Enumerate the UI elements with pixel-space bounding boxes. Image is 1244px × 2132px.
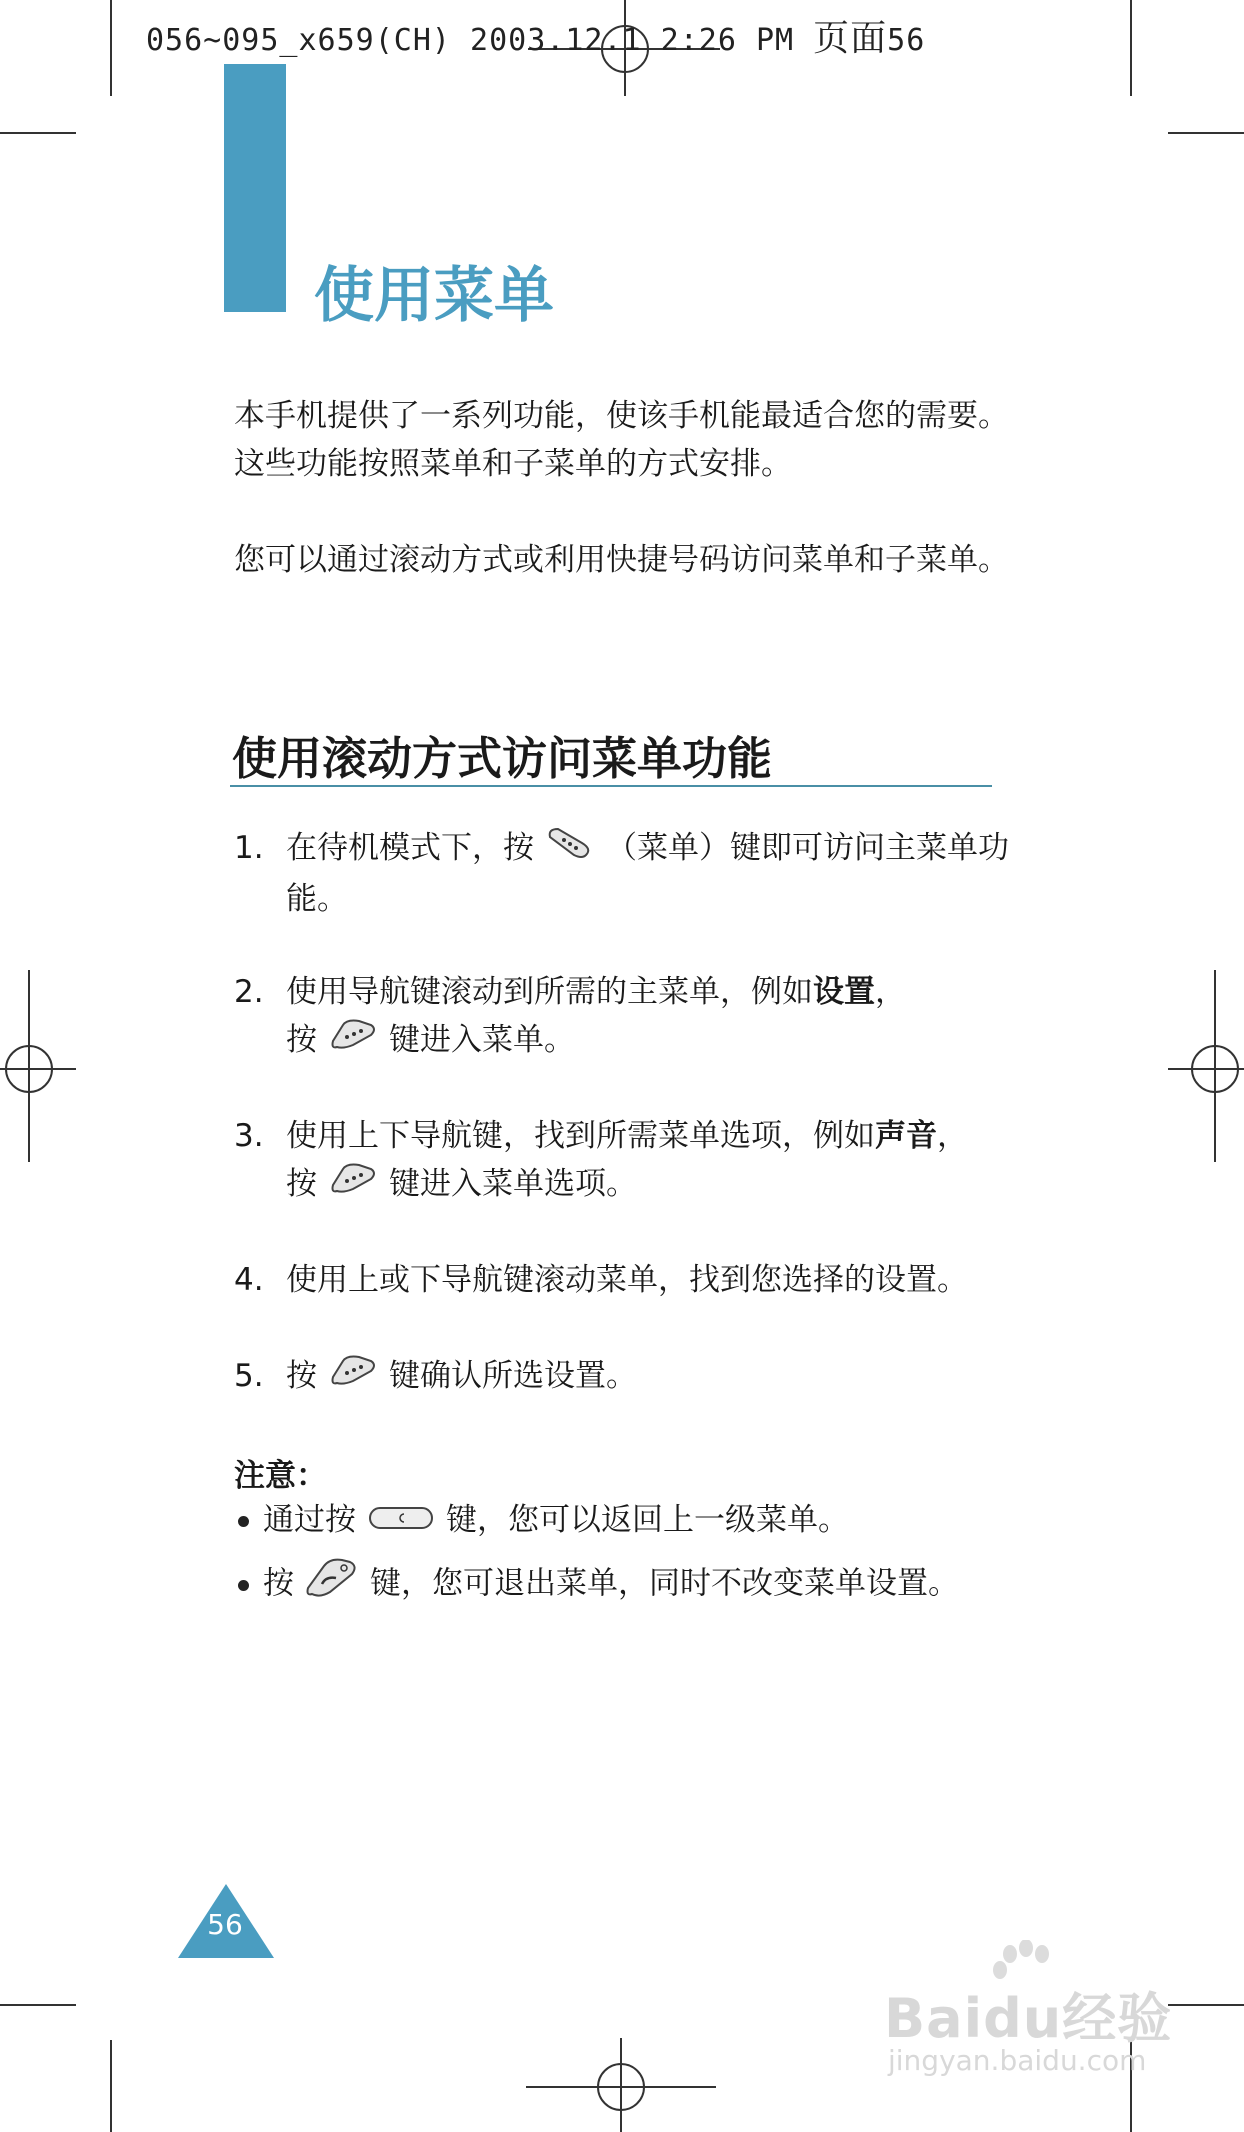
print-slug-page-word: 页面 (813, 18, 888, 59)
section-divider (230, 785, 992, 787)
step-text: 按 (286, 1022, 317, 1058)
ok-softkey-icon (329, 1161, 377, 1211)
bullet-text: 键，您可退出菜单，同时不改变菜单设置。 (370, 1565, 959, 1602)
step-text: （菜单）键即可访问主菜单功能。 (286, 830, 1009, 917)
crop-mark (1168, 132, 1244, 134)
menu-name-settings: 设置 (813, 974, 875, 1010)
step-text: 使用上下导航键，找到所需菜单选项，例如 (286, 1118, 875, 1154)
note-bullet (238, 1496, 849, 1546)
registration-mark (5, 1045, 53, 1093)
crop-mark (110, 0, 112, 96)
clear-key-icon (368, 1498, 434, 1546)
step-number: 2. (234, 974, 264, 1010)
step-number: 4. (234, 1262, 264, 1298)
bullet-text: 键，您可以返回上一级菜单。 (446, 1502, 849, 1538)
bullet-dot-icon (238, 1516, 249, 1527)
step-item (234, 824, 1024, 923)
ok-softkey-icon (329, 1353, 377, 1403)
step-text: 键确认所选设置。 (389, 1358, 637, 1394)
step-text: 键进入菜单。 (389, 1022, 575, 1058)
step-number: 1. (234, 830, 264, 866)
note-bullet (238, 1556, 959, 1614)
section-heading: 使用滚动方式访问菜单功能 (232, 732, 773, 785)
crop-mark (0, 132, 76, 134)
menu-softkey-icon (546, 825, 594, 875)
end-key-icon (306, 1556, 358, 1614)
step-text: 在待机模式下，按 (286, 830, 534, 866)
step-text: 键进入菜单选项。 (389, 1166, 637, 1202)
bullet-text: 按 (263, 1565, 294, 1602)
step-text: 按 (286, 1166, 317, 1202)
crop-mark (110, 2040, 112, 2132)
watermark-brand-b: du (983, 1987, 1063, 2050)
step-text: ， (875, 974, 906, 1010)
intro-paragraph: 您可以通过滚动方式或利用快捷号码访问菜单和子菜单。 (234, 542, 1009, 578)
print-slug-text: 056~095_x659(CH) 2003.12.1 2:26 PM (146, 23, 795, 58)
step-text: 使用导航键滚动到所需的主菜单，例如 (286, 974, 813, 1010)
intro-paragraph: 本手机提供了一系列功能，使该手机能最适合您的需要。这些功能按照菜单和子菜单的方式安排。 (234, 398, 1009, 482)
title-accent-bar (224, 64, 286, 312)
step-text: 使用上或下导航键滚动菜单，找到您选择的设置。 (286, 1262, 968, 1298)
step-text: ， (937, 1118, 968, 1154)
step-text: 按 (286, 1358, 317, 1394)
bullet-dot-icon (238, 1580, 249, 1591)
registration-mark (1191, 1045, 1239, 1093)
page-title: 使用菜单 (314, 261, 554, 331)
watermark-brand-a: Bai (884, 1987, 984, 2050)
step-item (234, 1112, 1024, 1211)
page-number: 56 (207, 1908, 243, 1941)
print-slug-page-number: 56 (887, 23, 926, 58)
crop-mark (1130, 0, 1132, 96)
step-item (234, 1352, 1024, 1403)
crop-mark (0, 2004, 76, 2006)
step-item (234, 1256, 1024, 1304)
step-number: 3. (234, 1118, 264, 1154)
step-number: 5. (234, 1358, 264, 1394)
step-item (234, 968, 1024, 1067)
bullet-text: 通过按 (263, 1502, 356, 1538)
print-slug (146, 10, 925, 61)
watermark-url: jingyan.baidu.com (888, 2044, 1147, 2077)
watermark-brand-cn: 经验 (1062, 1987, 1173, 2050)
note-title: 注意： (234, 1458, 327, 1494)
menu-name-sound: 声音 (875, 1118, 937, 1154)
crop-mark (1168, 2004, 1244, 2006)
watermark-brand (884, 1976, 1172, 2053)
ok-softkey-icon (329, 1017, 377, 1067)
registration-mark (597, 2063, 645, 2111)
